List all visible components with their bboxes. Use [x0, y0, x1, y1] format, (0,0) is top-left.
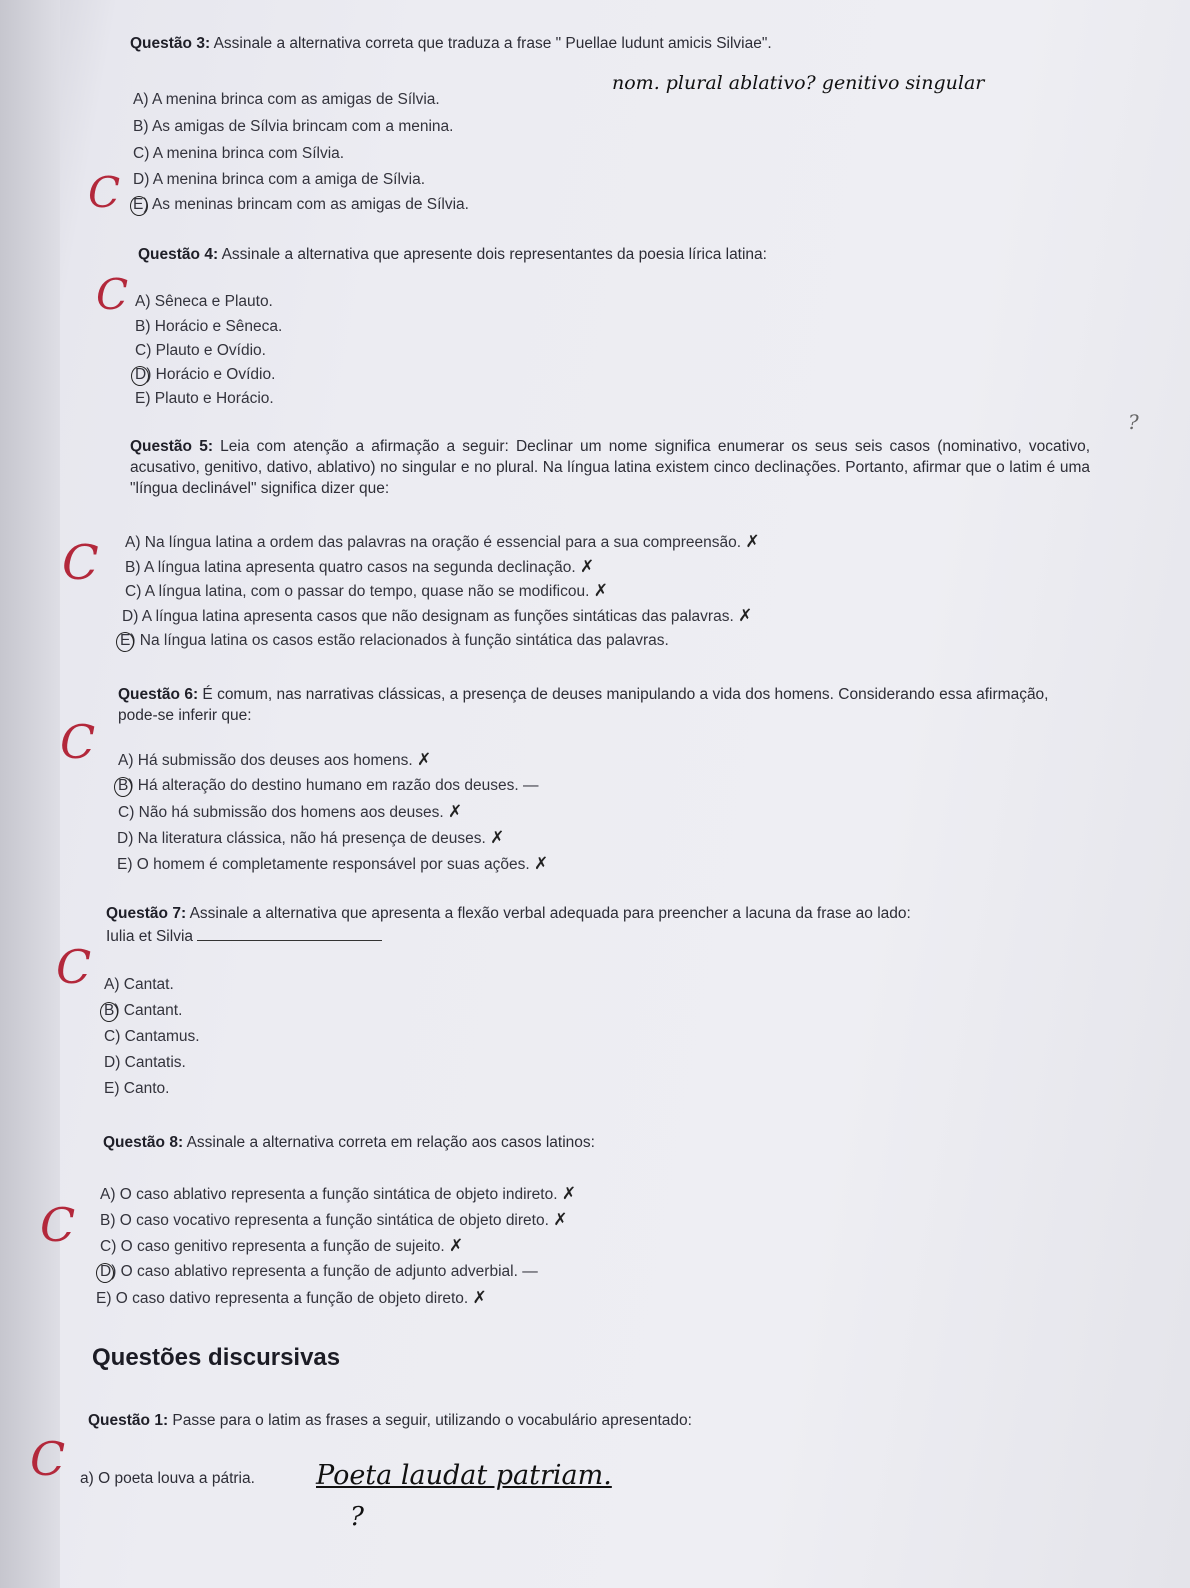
- q4-option-d[interactable]: D) Horácio e Ovídio.: [135, 366, 276, 383]
- question-8-label: Questão 8:: [103, 1134, 184, 1151]
- question-3-stem: [130, 33, 1130, 54]
- q3-option-e[interactable]: E) As meninas brincam com as amigas de Sílvia.: [133, 196, 469, 213]
- question-5-label: Questão 5:: [130, 438, 213, 455]
- question-7-stem: [106, 903, 1096, 924]
- q4-option-a[interactable]: A) Sêneca e Plauto.: [135, 293, 273, 310]
- q5-option-b[interactable]: [125, 557, 594, 578]
- q8-option-c[interactable]: [100, 1236, 463, 1257]
- x-mark: ✗: [472, 1288, 487, 1308]
- q6-option-a[interactable]: [118, 750, 431, 771]
- selected-answer-circle: [114, 777, 132, 797]
- question-3-text: Assinale a alternativa correta que traduza a frase " Puellae ludunt amicis Silviae".: [213, 35, 772, 52]
- selected-answer-circle: [131, 366, 149, 386]
- q6-option-e[interactable]: [117, 854, 548, 875]
- x-mark: ✗: [553, 1210, 568, 1230]
- question-3-label: Questão 3:: [130, 35, 211, 52]
- q8-option-c-text: C) O caso genitivo representa a função de sujeito.: [100, 1238, 445, 1255]
- q5-option-e[interactable]: E) Na língua latina os casos estão relacionados à função sintática das palavras.: [120, 632, 669, 649]
- q6-option-e-text: E) O homem é completamente responsável por suas ações.: [117, 856, 530, 873]
- margin-question-mark: ?: [1128, 410, 1139, 434]
- question-7-text: Assinale a alternativa que apresenta a flexão verbal adequada para preencher a lacuna da frase ao lado:: [189, 905, 911, 922]
- q6-option-d-text: D) Na literatura clássica, não há presença de deuses.: [117, 830, 486, 847]
- q6-option-d[interactable]: [117, 828, 504, 849]
- x-mark: ✗: [738, 606, 753, 626]
- q5-option-d-text: D) A língua latina apresenta casos que não designam as funções sintáticas das palavras.: [122, 608, 734, 625]
- q8-option-d[interactable]: [100, 1262, 538, 1282]
- answer-blank[interactable]: [197, 926, 382, 941]
- x-mark: ✗: [593, 581, 608, 601]
- question-7-label: Questão 7:: [106, 905, 187, 922]
- selected-answer-circle: [96, 1263, 114, 1283]
- question-6-stem: [118, 684, 1090, 726]
- q8-option-a[interactable]: [100, 1184, 576, 1205]
- q7-option-c[interactable]: C) Cantamus.: [104, 1028, 200, 1045]
- q3-option-d[interactable]: D) A menina brinca com a amiga de Sílvia.: [133, 171, 426, 188]
- q8-option-b[interactable]: [100, 1210, 567, 1231]
- discursive-question-1-label: Questão 1:: [88, 1412, 169, 1429]
- handwritten-question-mark: ?: [350, 1502, 364, 1532]
- x-mark: ✗: [416, 750, 432, 770]
- question-4-text: Assinale a alternativa que apresente dois representantes da poesia lírica latina:: [221, 246, 767, 263]
- discursive-question-1-text: Passe para o latim as frases a seguir, utilizando o vocabulário apresentado:: [172, 1412, 692, 1429]
- q6-option-b[interactable]: [118, 776, 538, 796]
- question-8-stem: [103, 1132, 1093, 1153]
- x-mark: ✗: [745, 532, 760, 552]
- q5-option-b-text: B) A língua latina apresenta quatro casos na segunda declinação.: [125, 559, 576, 576]
- question-5-stem: [130, 436, 1090, 499]
- q7-option-e[interactable]: E) Canto.: [104, 1080, 170, 1097]
- red-correct-mark: C: [96, 270, 129, 319]
- question-8-text: Assinale a alternativa correta em relação aos casos latinos:: [186, 1134, 595, 1151]
- q6-option-c-text: C) Não há submissão dos homens aos deuses.: [118, 804, 444, 821]
- q6-option-b-text: B) Há alteração do destino humano em razão dos deuses.: [118, 777, 519, 794]
- q5-option-c[interactable]: [125, 581, 608, 602]
- dash-mark: —: [522, 1263, 538, 1280]
- q6-option-c[interactable]: [118, 802, 462, 823]
- q3-option-b[interactable]: B) As amigas de Sílvia brincam com a menina.: [133, 118, 454, 135]
- red-correct-mark: C: [56, 940, 92, 994]
- q3-option-c[interactable]: C) A menina brinca com Sílvia.: [133, 145, 345, 162]
- question-4-label: Questão 4:: [138, 246, 219, 263]
- q4-option-b[interactable]: B) Horácio e Sêneca.: [135, 318, 283, 335]
- q4-option-c[interactable]: C) Plauto e Ovídio.: [135, 342, 266, 359]
- q5-option-a-text: A) Na língua latina a ordem das palavras na oração é essencial para a sua compreensão.: [125, 534, 742, 551]
- q8-option-a-text: A) O caso ablativo representa a função sintática de objeto indireto.: [100, 1186, 558, 1203]
- selected-answer-circle: [130, 196, 148, 216]
- q7-option-b[interactable]: B) Cantant.: [104, 1002, 183, 1019]
- q8-option-b-text: B) O caso vocativo representa a função sintática de objeto direto.: [100, 1212, 549, 1229]
- q4-option-e[interactable]: E) Plauto e Horácio.: [135, 390, 274, 407]
- question-7-sentence: [106, 926, 382, 947]
- x-mark: ✗: [561, 1184, 577, 1204]
- question-6-label: Questão 6:: [118, 686, 199, 703]
- red-correct-mark: C: [60, 715, 96, 769]
- underlying-page-edge: [0, 0, 60, 1588]
- red-correct-mark: C: [88, 168, 121, 217]
- q7-option-d[interactable]: D) Cantatis.: [104, 1054, 186, 1071]
- red-correct-mark: C: [40, 1198, 76, 1252]
- sentence-text: Iulia et Silvia: [106, 928, 194, 945]
- x-mark: ✗: [448, 1236, 464, 1256]
- question-6-text: É comum, nas narrativas clássicas, a presença de deuses manipulando a vida dos homens. Considerando essa afirmação, pode-se inferir que:: [118, 686, 1049, 724]
- q5-option-a[interactable]: [125, 532, 760, 553]
- q8-option-e-text: E) O caso dativo representa a função de objeto direto.: [96, 1290, 469, 1307]
- q6-option-a-text: A) Há submissão dos deuses aos homens.: [118, 752, 413, 769]
- x-mark: ✗: [580, 557, 595, 577]
- question-4-stem: [138, 244, 1118, 265]
- handwritten-case-note: nom. plural ablativo? genitivo singular: [612, 72, 985, 94]
- x-mark: ✗: [448, 802, 463, 822]
- question-5-text: Leia com atenção a afirmação a seguir: Declinar um nome significa enumerar os seus seis casos (nominativo, vocativo, acusativo, genitivo, dativo, ablativo) no singular e no plural. Na língua latina existem cinco declinações. Portanto, afirmar que o latim é uma "língua declinável" significa dizer que:: [130, 438, 1091, 497]
- red-correct-mark: C: [62, 535, 99, 591]
- dash-mark: —: [522, 777, 539, 794]
- q3-option-a[interactable]: A) A menina brinca com as amigas de Sílvia.: [133, 91, 440, 108]
- section-title: Questões discursivas: [92, 1344, 341, 1371]
- q7-option-a[interactable]: A) Cantat.: [104, 976, 174, 993]
- discursive-item-a: a) O poeta louva a pátria.: [80, 1470, 255, 1487]
- selected-answer-circle: [116, 632, 134, 652]
- handwritten-answer-a[interactable]: Poeta laudat patriam.: [316, 1460, 612, 1491]
- q5-option-d[interactable]: [122, 606, 752, 627]
- x-mark: ✗: [534, 854, 549, 874]
- q8-option-e[interactable]: [96, 1288, 487, 1309]
- x-mark: ✗: [490, 828, 505, 848]
- red-correct-mark: C: [30, 1432, 66, 1486]
- selected-answer-circle: [100, 1002, 118, 1022]
- discursive-question-1-stem: [88, 1410, 1088, 1431]
- q8-option-d-text: D) O caso ablativo representa a função de adjunto adverbial.: [100, 1263, 518, 1280]
- q5-option-c-text: C) A língua latina, com o passar do tempo, quase não se modificou.: [125, 583, 590, 600]
